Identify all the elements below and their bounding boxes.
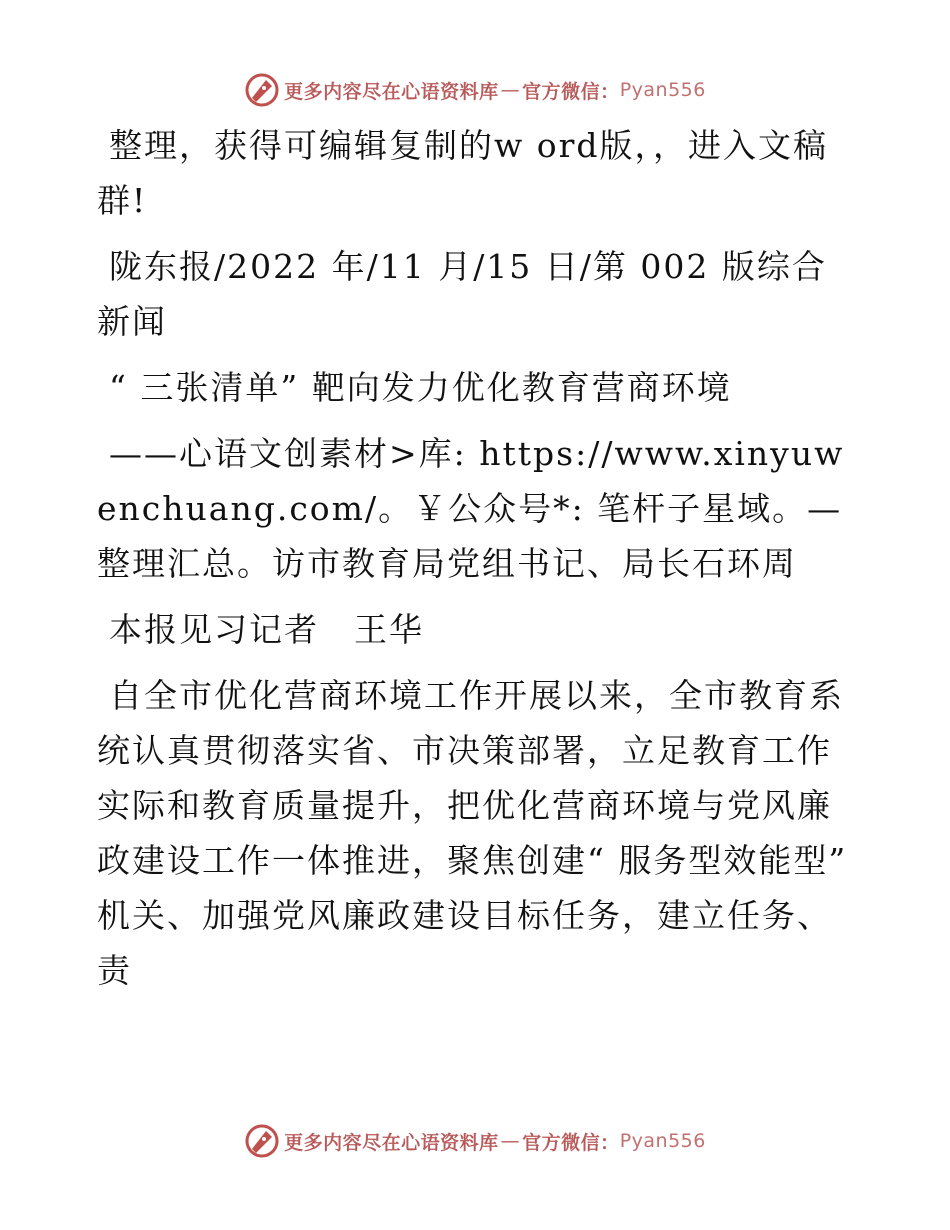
watermark-wechat-id: Pyan556 (619, 79, 706, 101)
watermark-wechat-id: Pyan556 (619, 1130, 706, 1152)
pen-nib-logo-icon (244, 72, 280, 108)
watermark-text: 更多内容尽在心语资料库 (284, 1131, 499, 1154)
paragraph-notice: 整理，获得可编辑复制的w ord版，，进入文稿群! (97, 126, 829, 220)
pen-nib-logo-icon (244, 1123, 280, 1159)
watermark-wechat-label: 官方微信： (522, 1131, 620, 1154)
watermark-wechat-label: 官方微信： (522, 80, 620, 103)
header-watermark (0, 70, 950, 110)
document-body (97, 118, 857, 1009)
paragraph-source: 陇东报/2022 年/11 月/15 日/第 002 版综合新闻 (97, 247, 827, 341)
article-byline: 本报见习记者 王华 (109, 610, 424, 649)
article-body-paragraph: 自全市优化营商环境工作开展以来，全市教育系统认真贯彻落实省、市决策部署，立足教育工作实际和教育质量提升，把优化营商环境与党风廉政建设工作一体推进，聚焦创建“ 服务型效能型” 机关、加强党风廉政建设目标任务，建立任务、责 (97, 676, 848, 990)
watermark-separator: — (500, 79, 521, 101)
article-title: “ 三张清单” 靶向发力优化教育营商环境 (109, 368, 732, 407)
footer-watermark (0, 1121, 950, 1161)
article-subtitle: ——心语文创素材>库: https://www.xinyuwenchuang.com/。￥公众号*: 笔杆子星域。—整理汇总。访市教育局党组书记、局长石环周 (97, 434, 845, 583)
watermark-separator: — (500, 1130, 521, 1152)
watermark-text: 更多内容尽在心语资料库 (284, 80, 499, 103)
